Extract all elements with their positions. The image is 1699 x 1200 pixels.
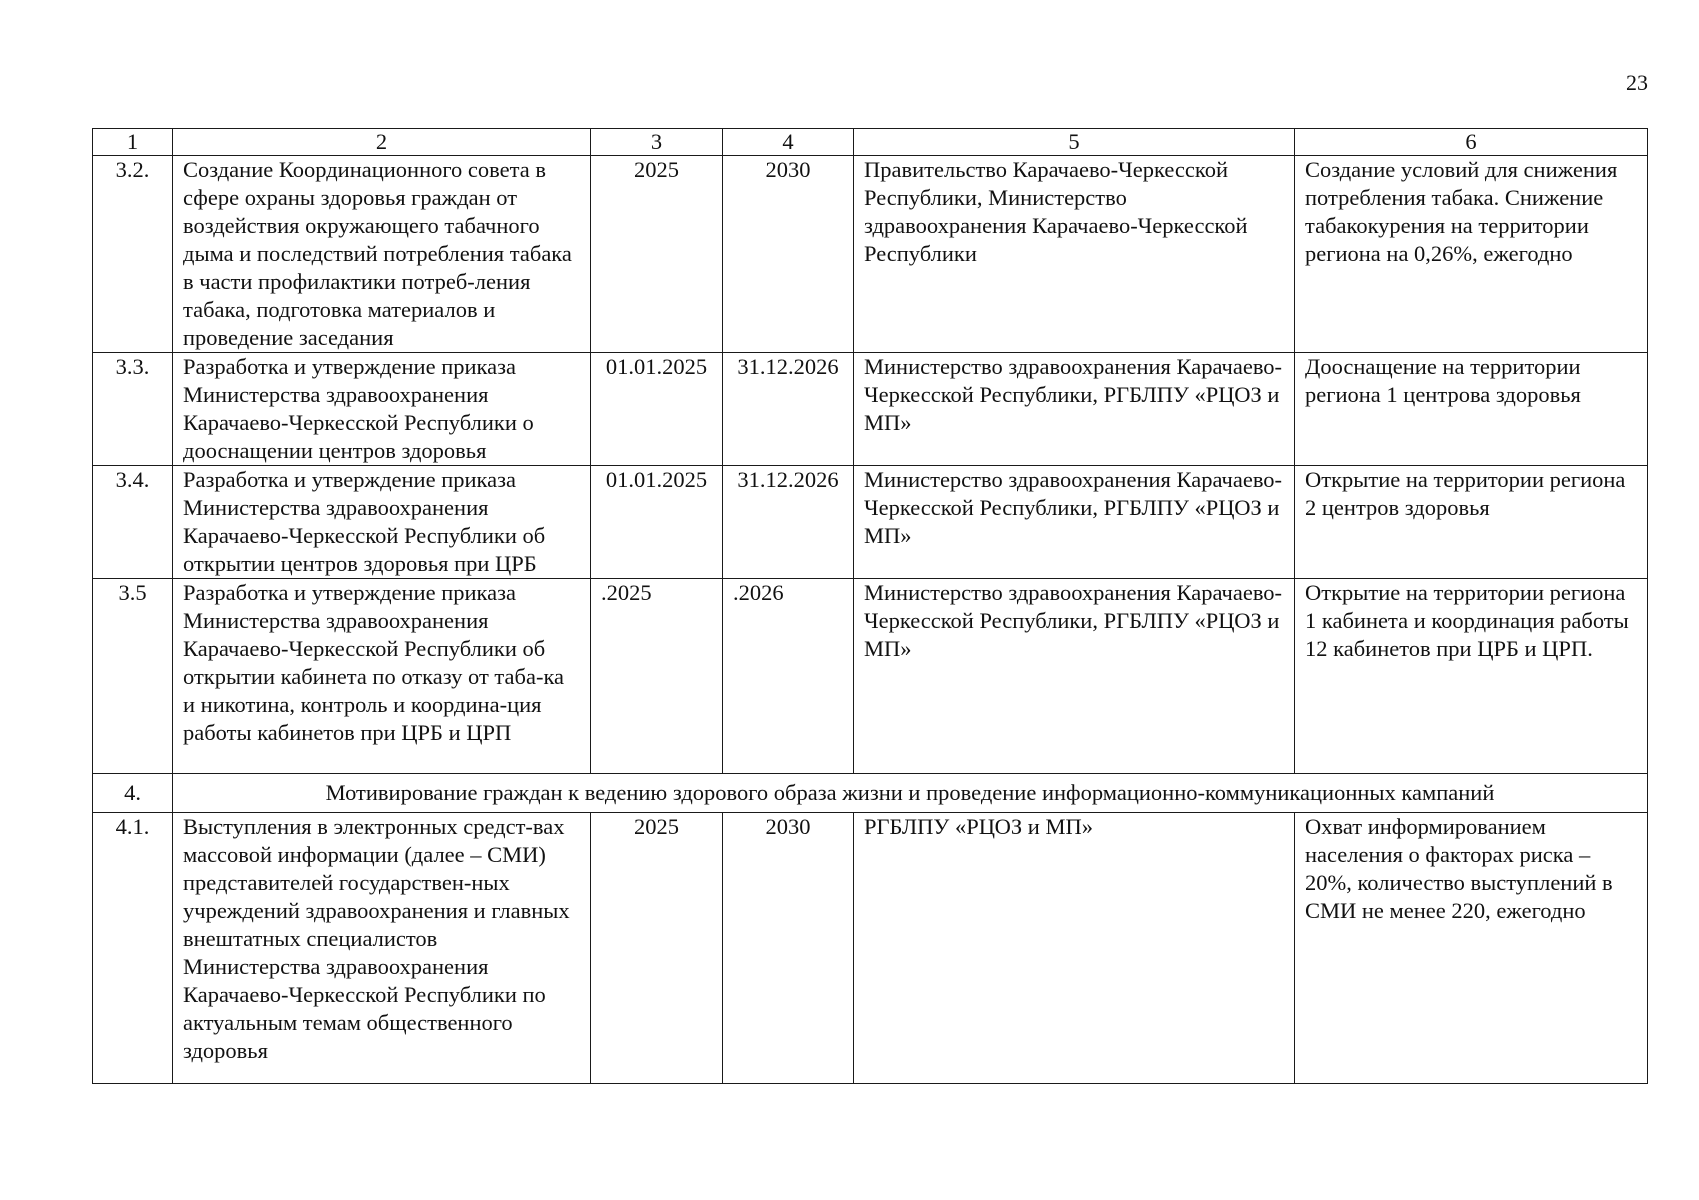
responsible-cell: Министерство здравоохранения Карачаево-Черкесской Республики, РГБЛПУ «РЦОЗ и МП» [854, 466, 1295, 579]
start-date-cell: 01.01.2025 [591, 466, 723, 579]
end-date-cell: 31.12.2026 [723, 466, 854, 579]
end-date-cell: 2030 [723, 813, 854, 1084]
end-date-cell: 2030 [723, 156, 854, 353]
activity-plan-table [92, 128, 1648, 1084]
result-cell: Открытие на территории региона 1 кабинета и координация работы 12 кабинетов при ЦРБ и ЦРП. [1295, 579, 1648, 774]
result-cell: Открытие на территории региона 2 центров здоровья [1295, 466, 1648, 579]
column-header-3: 3 [591, 129, 723, 156]
row-number: 3.4. [93, 466, 173, 579]
responsible-cell: РГБЛПУ «РЦОЗ и МП» [854, 813, 1295, 1084]
table-row [93, 466, 1648, 579]
action-cell: Выступления в электронных средст-вах массовой информации (далее – СМИ) представителей государствен-ных учреждений здравоохранения и главных внештатных специалистов Министерства здравоохранения Карачаево-Черкесской Республики по актуальным темам общественного здоровья [173, 813, 591, 1084]
row-number: 4.1. [93, 813, 173, 1084]
section-row [93, 774, 1648, 813]
page-number: 23 [1626, 70, 1648, 95]
table-row [93, 579, 1648, 774]
column-header-1: 1 [93, 129, 173, 156]
column-header-5: 5 [854, 129, 1295, 156]
table-row [93, 813, 1648, 1084]
row-number: 3.2. [93, 156, 173, 353]
section-number: 4. [93, 774, 173, 813]
column-header-6: 6 [1295, 129, 1648, 156]
action-cell: Разработка и утверждение приказа Министерства здравоохранения Карачаево-Черкесской Республики о дооснащении центров здоровья [173, 353, 591, 466]
section-title: Мотивирование граждан к ведению здорового образа жизни и проведение информационно-коммуникационных кампаний [173, 774, 1648, 813]
column-header-4: 4 [723, 129, 854, 156]
start-date-cell: 2025 [591, 156, 723, 353]
table-row [93, 156, 1648, 353]
start-date-cell: 2025 [591, 813, 723, 1084]
action-cell: Разработка и утверждение приказа Министерства здравоохранения Карачаево-Черкесской Республики об открытии центров здоровья при ЦРБ [173, 466, 591, 579]
row-number: 3.3. [93, 353, 173, 466]
responsible-cell: Правительство Карачаево-Черкесской Республики, Министерство здравоохранения Карачаево-Черкесской Республики [854, 156, 1295, 353]
result-cell: Дооснащение на территории региона 1 центрова здоровья [1295, 353, 1648, 466]
end-date-cell: 31.12.2026 [723, 353, 854, 466]
row-number: 3.5 [93, 579, 173, 774]
end-date-cell: .2026 [723, 579, 854, 774]
responsible-cell: Министерство здравоохранения Карачаево-Черкесской Республики, РГБЛПУ «РЦОЗ и МП» [854, 353, 1295, 466]
result-cell: Охват информированием населения о факторах риска – 20%, количество выступлений в СМИ не менее 220, ежегодно [1295, 813, 1648, 1084]
table-row [93, 353, 1648, 466]
action-cell: Разработка и утверждение приказа Министерства здравоохранения Карачаево-Черкесской Республики об открытии кабинета по отказу от таба-ка и никотина, контроль и координа-ция работы кабинетов при ЦРБ и ЦРП [173, 579, 591, 774]
action-cell: Создание Координационного совета в сфере охраны здоровья граждан от воздействия окружающего табачного дыма и последствий потребления табака в части профилактики потреб-ления табака, подготовка материалов и проведение заседания [173, 156, 591, 353]
responsible-cell: Министерство здравоохранения Карачаево-Черкесской Республики, РГБЛПУ «РЦОЗ и МП» [854, 579, 1295, 774]
column-number-row [93, 129, 1648, 156]
start-date-cell: .2025 [591, 579, 723, 774]
column-header-2: 2 [173, 129, 591, 156]
start-date-cell: 01.01.2025 [591, 353, 723, 466]
result-cell: Создание условий для снижения потребления табака. Снижение табакокурения на территории региона на 0,26%, ежегодно [1295, 156, 1648, 353]
